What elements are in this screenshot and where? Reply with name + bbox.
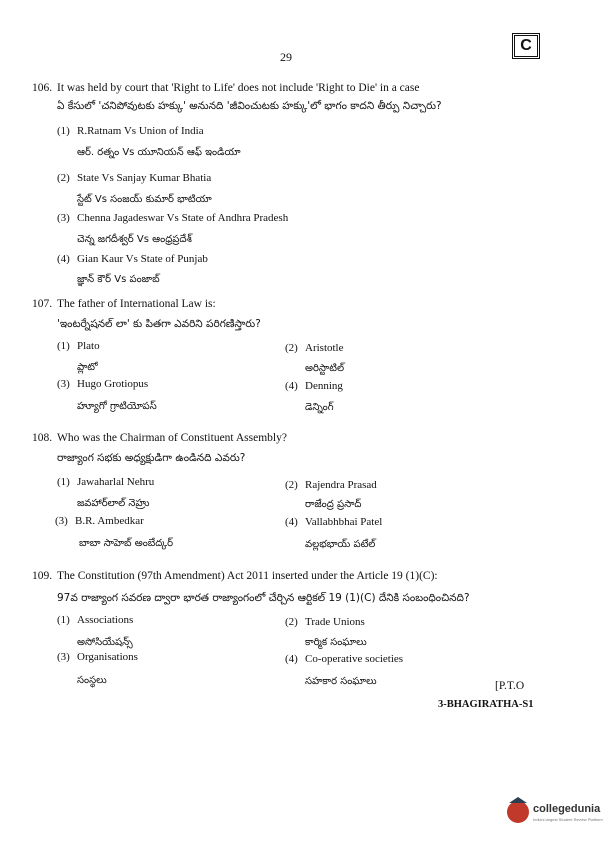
option-label: (2): [285, 479, 298, 491]
watermark-tagline: India's largest Student Review Platform: [533, 817, 603, 822]
question-text-en: The father of International Law is:: [57, 298, 216, 310]
watermark-name: collegedunia: [533, 803, 601, 815]
option-text-en: Chenna Jagadeswar Vs State of Andhra Pradesh: [77, 212, 289, 224]
option-text-te: బాబా సాహెబ్ అంబేద్కర్: [79, 538, 174, 549]
option-label: (1): [57, 614, 70, 626]
option-text-te: డెన్నింగ్: [305, 402, 334, 413]
option-label: (3): [57, 378, 70, 390]
option-text-en: Vallabhbhai Patel: [305, 516, 383, 528]
question-text-te: 'ఇంటర్నేషనల్ లా' కు పితగా ఎవరిని పరిగణిస్తారు?: [57, 318, 261, 330]
option-text-en: Co-operative societies: [305, 653, 404, 665]
option-label: (1): [57, 125, 70, 137]
option-text-te: కార్మిక సంఘాలు: [305, 637, 367, 648]
option-text-en: State Vs Sanjay Kumar Bhatia: [77, 172, 212, 184]
booklet-code: 3-BHAGIRATHA-S1: [438, 699, 534, 710]
option-text-te: ప్లాటో: [77, 362, 98, 373]
page-number: 29: [280, 50, 292, 64]
option-label: (4): [285, 516, 298, 528]
option-text-te: ఆర్. రత్నం Vs యూనియన్ ఆఫ్ ఇండియా: [77, 147, 241, 158]
option-text-te: జ్ఞాన్ కౌర్ Vs పంజాబ్: [77, 274, 160, 285]
option-text-te: చెన్న జగదీశ్వర్ Vs ఆంధ్రప్రదేశ్: [77, 234, 192, 245]
option-text-en: Associations: [77, 614, 134, 626]
option-label: (3): [57, 651, 70, 663]
option-text-en: Plato: [77, 340, 100, 352]
question-set-badge: C: [514, 35, 538, 57]
question-number: 108.: [32, 432, 53, 444]
graduate-icon: [507, 801, 529, 823]
option-text-en: Denning: [305, 380, 343, 392]
option-text-te: సహకార సంఘాలు: [305, 676, 377, 687]
graduation-cap-icon: [509, 797, 527, 803]
option-text-en: Rajendra Prasad: [305, 479, 377, 491]
question-text-te: రాజ్యాంగ సభకు అధ్యక్షుడిగా ఉండినది ఎవరు?: [57, 452, 246, 464]
question-text-te: 97వ రాజ్యాంగ సవరణ ద్వారా భారత రాజ్యాంగంలో చేర్చిన ఆర్టికల్ 19 (1)(C) దేనికి సంబంధించినది?: [57, 592, 470, 604]
please-turn-over-note: [P.T.O: [495, 680, 525, 692]
option-text-te: అసోసియేషన్స్: [77, 637, 133, 648]
option-label: (2): [285, 616, 298, 628]
option-text-te: వల్లభభాయ్ పటేల్: [305, 539, 376, 550]
option-text-te: జవహార్‌లాల్ నెహ్రు: [77, 498, 150, 509]
option-label: (1): [57, 340, 70, 352]
option-text-en: Jawaharlal Nehru: [77, 476, 155, 488]
option-text-en: Aristotle: [305, 342, 344, 354]
option-label: (2): [285, 342, 298, 354]
question-text-te: ఏ కేసులో 'చనిపోవుటకు హక్కు' అనునది 'జీవించుటకు హక్కు'లో భాగం కాదని తీర్పు నిచ్చారు?: [57, 100, 442, 112]
option-label: (2): [57, 172, 70, 184]
option-label: (3): [55, 515, 68, 527]
option-text-en: Organisations: [77, 651, 138, 663]
option-text-te: అరిస్టాటిల్: [305, 363, 345, 374]
option-text-en: Trade Unions: [305, 616, 365, 628]
question-number: 106.: [32, 82, 53, 94]
option-label: (1): [57, 476, 70, 488]
option-text-te: రాజేంద్ర ప్రసాద్: [305, 499, 362, 510]
option-label: (4): [285, 380, 298, 392]
question-text-en: It was held by court that 'Right to Life' does not include 'Right to Die' in a case: [57, 82, 420, 94]
option-text-en: B.R. Ambedkar: [75, 515, 144, 527]
question-text-en: Who was the Chairman of Constituent Assembly?: [57, 432, 287, 444]
option-label: (4): [57, 253, 70, 265]
question-number: 107.: [32, 298, 53, 310]
option-text-en: Hugo Grotiopus: [77, 378, 149, 390]
option-text-te: స్టేట్ Vs సంజయ్ కుమార్ భాటియా: [77, 194, 212, 205]
option-text-en: Gian Kaur Vs State of Punjab: [77, 253, 208, 265]
option-label: (3): [57, 212, 70, 224]
watermark-logo: [507, 797, 603, 829]
question-number: 109.: [32, 570, 53, 582]
option-text-en: R.Ratnam Vs Union of India: [77, 125, 204, 137]
option-label: (4): [285, 653, 298, 665]
option-text-te: సంస్థలు: [77, 675, 107, 686]
option-text-te: హ్యూగో గ్రాటియోపస్: [77, 401, 157, 412]
question-text-en: The Constitution (97th Amendment) Act 2011 inserted under the Article 19 (1)(C):: [57, 570, 438, 582]
